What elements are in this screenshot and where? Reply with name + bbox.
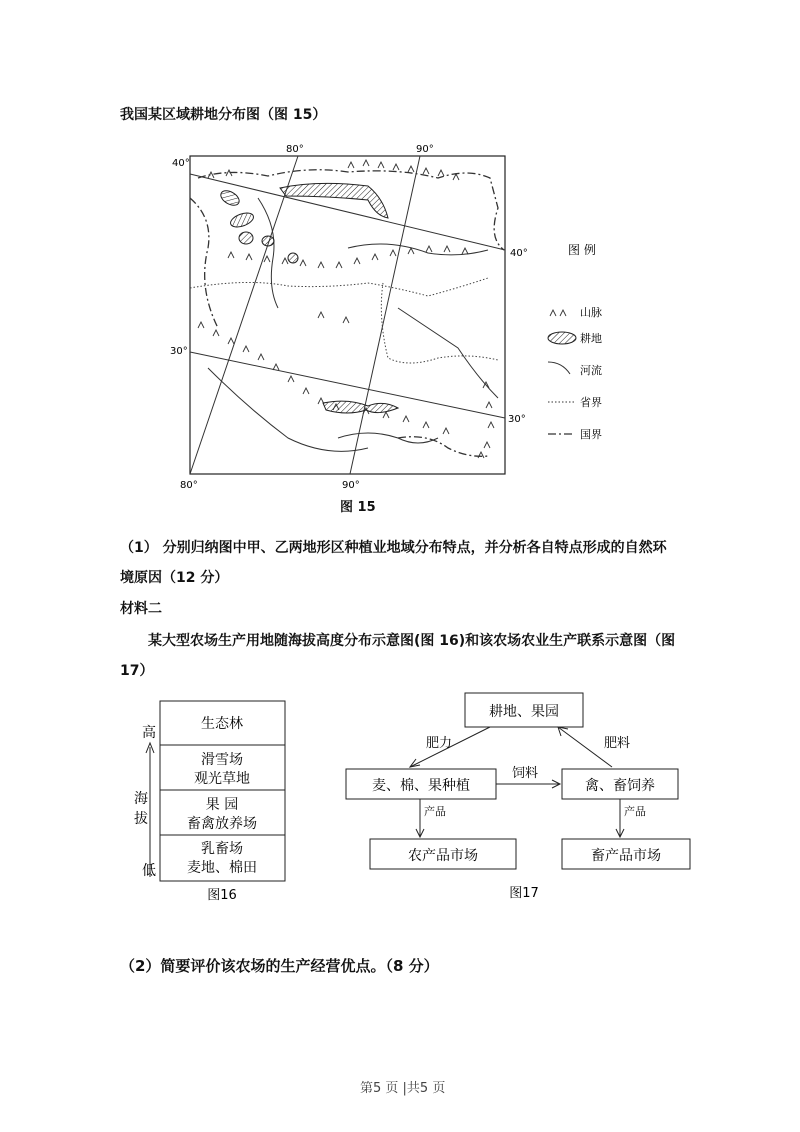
farmland-map [168, 138, 568, 518]
legend-river-label: 河流 [580, 364, 602, 377]
fig16-high-label: 高 [142, 725, 156, 741]
fig16-dairy-farm: 乳畜场 [201, 841, 243, 857]
fig17-fertility-label: 肥力 [426, 736, 453, 751]
lon-90-line [350, 156, 420, 474]
fig17-top-label: 耕地、果园 [489, 704, 559, 720]
lon-label-90-top: 90° [416, 144, 434, 155]
map-legend [540, 238, 660, 450]
map-caption: 图 15 [340, 500, 376, 515]
lon-80-line [190, 156, 298, 474]
fig16-low-label: 低 [142, 863, 156, 879]
material-2-text-line-1: 某大型农场生产用地随海拔高度分布示意图(图 16)和该农场农业生产联系示意图（图 [148, 633, 676, 649]
fig17-right-label: 禽、畜饲养 [585, 778, 655, 794]
legend-mountain-label: 山脉 [580, 306, 602, 319]
fig16-ecological-forest: 生态林 [201, 716, 243, 732]
fig17-feed-label: 饲料 [512, 766, 539, 781]
page-footer: 第5 页 |共5 页 [360, 1081, 446, 1096]
river-5 [338, 433, 438, 443]
fig16-altitude-label-1: 海 [134, 791, 148, 807]
legend-title: 图 例 [568, 243, 596, 257]
figure-17-production-diagram [340, 685, 700, 905]
question-1-line-2: 境原因（12 分） [120, 570, 229, 586]
lon-label-80-top: 80° [286, 144, 304, 155]
fig16-orchard: 果 园 [205, 797, 239, 813]
river-4 [398, 308, 498, 398]
fig16-ski-resort: 滑雪场 [201, 752, 243, 768]
fig16-sightseeing-grassland: 观光草地 [194, 771, 250, 787]
material-2-heading: 材料二 [120, 601, 162, 617]
river-2 [348, 244, 488, 255]
fig17-manure-label: 肥料 [604, 736, 631, 751]
province-border-2 [381, 283, 498, 363]
lat-label-40-right: 40° [510, 248, 528, 259]
legend-farmland-icon [548, 332, 576, 344]
lon-label-90-bottom: 90° [342, 480, 360, 491]
lat-label-40-left: 40° [172, 158, 190, 169]
lon-label-80-bottom: 80° [180, 480, 198, 491]
fig16-altitude-label-2: 拔 [134, 811, 148, 827]
province-border-1 [190, 278, 488, 296]
question-1-line-1: （1） 分别归纳图中甲、乙两地形区种植业地域分布特点，并分析各自特点形成的自然环 [120, 540, 667, 556]
legend-farmland-label: 耕地 [580, 332, 602, 345]
river-1 [258, 198, 278, 308]
legend-national-border-label: 国界 [580, 428, 602, 441]
fig16-caption: 图16 [207, 888, 237, 903]
legend-province-border-label: 省界 [580, 396, 602, 409]
fig17-product-left-label: 产品 [424, 805, 446, 818]
fig17-bottom-right-label: 畜产品市场 [591, 848, 661, 864]
fig16-wheat-cotton-field: 麦地、棉田 [187, 860, 257, 876]
fig17-caption: 图17 [509, 886, 539, 901]
lat-label-30-left: 30° [170, 346, 188, 357]
legend-river-icon [548, 362, 570, 374]
fig17-bottom-left-label: 农产品市场 [408, 848, 478, 864]
figure-16-altitude-diagram [130, 695, 300, 910]
fig17-left-label: 麦、棉、果种植 [372, 778, 470, 794]
map-title: 我国某区域耕地分布图（图 15） [120, 107, 327, 123]
fig16-livestock-range: 畜禽放养场 [187, 816, 257, 832]
lat-label-30-right: 30° [508, 414, 526, 425]
fig17-product-right-label: 产品 [624, 805, 646, 818]
material-2-text-line-2: 17） [120, 663, 154, 679]
national-border-south [398, 437, 488, 457]
national-border-west [190, 198, 218, 328]
legend-mountain-icon [550, 310, 566, 316]
question-2: （2）简要评价该农场的生产经营优点。（8 分） [120, 957, 439, 975]
